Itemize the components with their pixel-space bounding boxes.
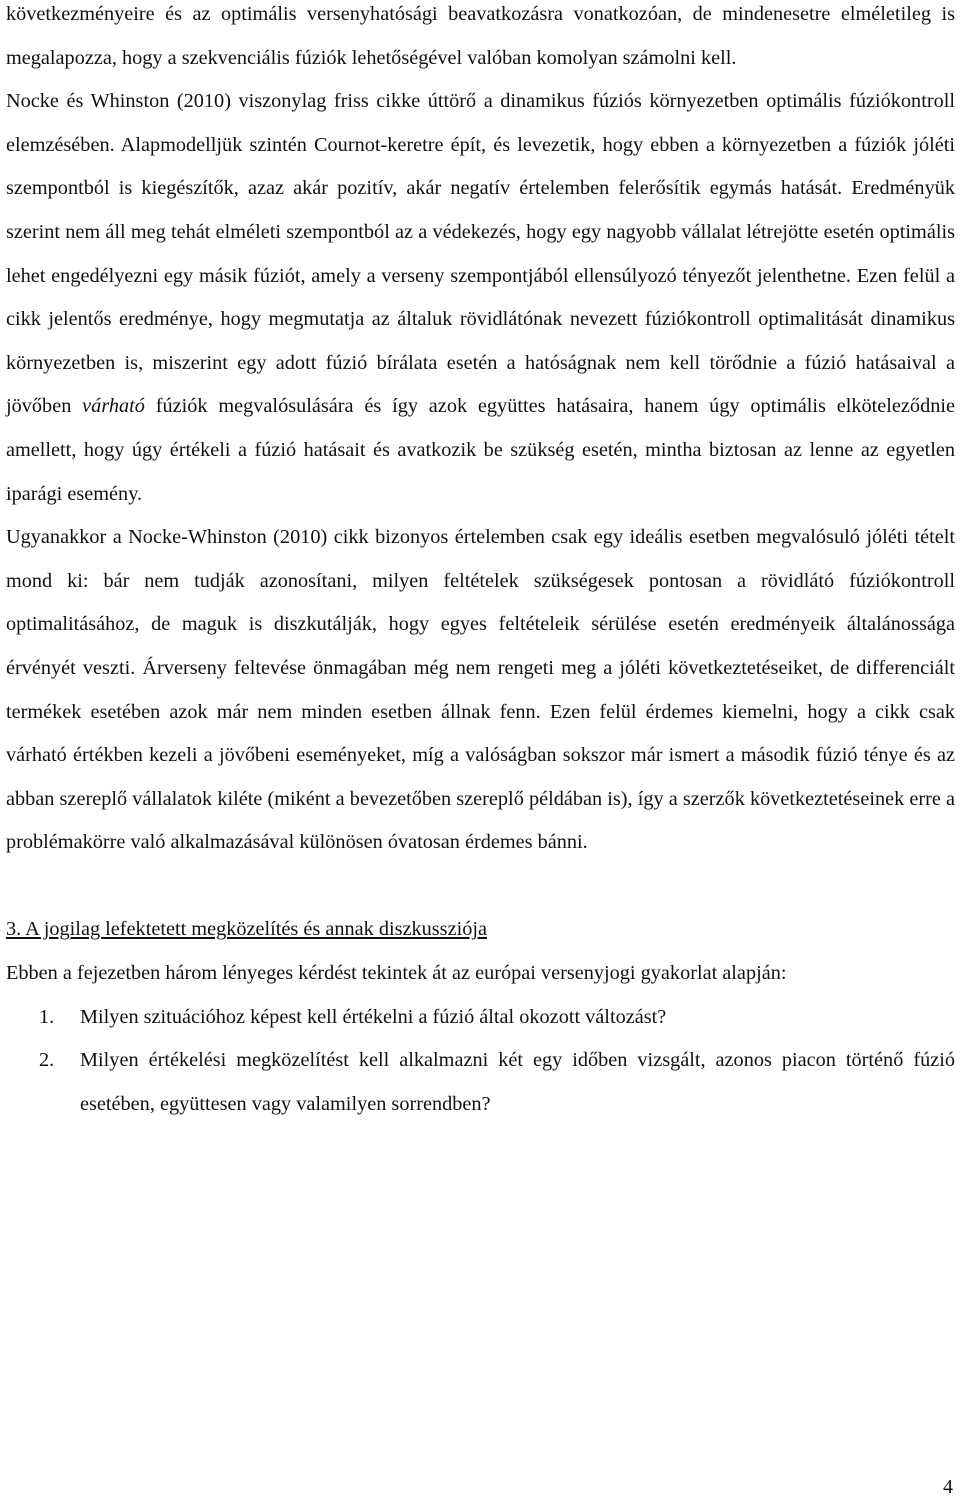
body-paragraph <box>6 0 955 516</box>
paragraph-sentence: Alapmodelljük szintén Cournot-keretre épít, és levezetik, hogy ebben a környezetben a fúziók jóléti szempontból is kiegészítők, azaz akár pozitív, akár negatív értelemben felerősítik egymás hatását. <box>6 133 956 200</box>
list-text: Milyen szituációhoz képest kell értékelni a fúzió által okozott változást? <box>80 1005 667 1028</box>
paragraph-sentence: Ezen felül a cikk jelentős eredménye, hogy megmutatja az általuk rövidlátónak nevezett fúziókontroll optimalitását dinamikus környezetben is, miszerint egy adott fúzió bírálata esetén a hatóságnak nem kell törődnie a fúzió hatásaival a jövőben <box>6 264 955 418</box>
italic-emphasis: várható <box>82 395 145 418</box>
document-page <box>6 0 955 1126</box>
blank-line <box>6 865 955 909</box>
paragraph-sentence: Ugyanakkor a Nocke-Whinston (2010) cikk bizonyos értelemben csak egy ideális esetben megvalósuló jóléti tételt mond ki: bár nem tudják azonosítani, milyen feltételek szükségesek pontosan a rövidlátó fúziókontroll optimalitásához, de maguk is diszkutálják, hogy egyes feltételeik sérülése esetén eredményeik általánossága érvényét veszti. <box>6 526 955 679</box>
paragraph-sentence: Eredményük szerint nem áll meg tehát elméleti szempontból az a védekezés, hogy egy nagyobb vállalat létrejötte esetén optimális lehet engedélyezni egy másik fúziót, amely a verseny szempontjából ellensúlyozó tényezőt jelenthetne. <box>6 177 955 287</box>
list-number: 1. <box>39 1005 55 1028</box>
paragraph-sentence: Nocke és Whinston (2010) viszonylag friss cikke úttörő a dinamikus fúziós környezetben optimális fúziókontroll elemzésében. <box>6 90 955 156</box>
section-heading: 3. A jogilag lefektetett megközelítés és annak diszkussziója <box>6 918 487 941</box>
list-item <box>6 1039 955 1126</box>
paragraph-sentence: következményeire és az optimális versenyhatósági beavatkozásra vonatkozóan, de mindenesetre elméletileg is megalapozza, hogy a szekvenciális fúziók lehetőségével valóban komolyan számolni kell. <box>6 3 955 69</box>
list-text: Milyen értékelési megközelítést kell alkalmazni két egy időben vizsgált, azonos piacon történő fúzió esetében, együttesen vagy valamilyen sorrendben? <box>80 1049 955 1115</box>
paragraph-sentence: Árverseny feltevése önmagában még nem rengeti meg a jóléti következtetéseiket, de differenciált termékek esetében azok már nem minden esetben állnak fenn. <box>6 656 955 723</box>
intro-paragraph: Ebben a fejezetben három lényeges kérdést tekintek át az európai versenyjogi gyakorlat alapján: <box>6 962 787 985</box>
paragraph-sentence: fúziók megvalósulására és így azok együttes hatásaira, hanem úgy optimális elköteleződnie amellett, hogy úgy értékeli a fúzió hatásait és avatkozik be szükség esetén, mintha biztosan az lenne az egyetlen iparági esemény. <box>6 395 955 505</box>
list-number: 2. <box>39 1049 55 1072</box>
body-paragraph <box>6 516 955 865</box>
question-list <box>6 996 955 1127</box>
page-number: 4 <box>943 1476 953 1498</box>
list-item <box>6 996 955 1040</box>
paragraph-sentence: Ezen felül érdemes kiemelni, hogy a cikk csak várható értékben kezeli a jövőbeni eseményeket, míg a valóságban sokszor már ismert a második fúzió ténye és az abban szereplő vállalatok kiléte (miként a bevezetőben szereplő példában is), így a szerzők következtetéseinek erre a problémakörre való alkalmazásával különösen óvatosan érdemes bánni. <box>6 700 956 854</box>
